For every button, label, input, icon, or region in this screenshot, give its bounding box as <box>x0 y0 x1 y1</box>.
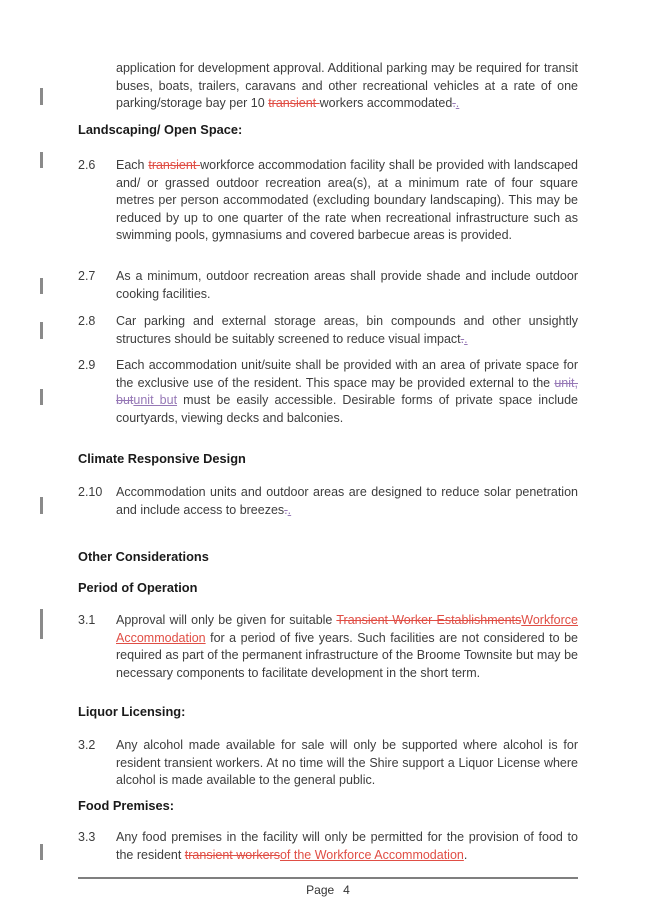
tracked-insertion: . <box>455 96 460 110</box>
tracked-deletion: unit, but <box>116 375 578 407</box>
tracked-insertion: . <box>287 502 292 517</box>
item-number: 3.3 <box>78 830 96 844</box>
item-number: 3.1 <box>78 613 96 627</box>
heading-food-premises: Food Premises: <box>78 798 175 813</box>
tracked-deletion: transient workers <box>184 847 280 862</box>
item-number: 2.6 <box>78 158 96 172</box>
text-run: . <box>463 847 468 862</box>
text-run: Each <box>116 158 149 172</box>
change-bar <box>40 844 43 860</box>
change-bar <box>40 609 43 639</box>
tracked-deletion: Transient Worker Establishments <box>336 613 522 627</box>
text-run: Any alcohol made available for sale will only be supported where alcohol is for resident transient workers. At no time will the Shire support a Liquor License where alcohol is made available to the general public. <box>116 738 578 787</box>
page-label: Page <box>306 883 335 897</box>
footer-rule <box>78 877 578 879</box>
item-number: 2.10 <box>78 485 103 499</box>
tracked-deletion: . <box>460 331 465 346</box>
tracked-deletion: transient <box>148 158 201 172</box>
page-footer <box>78 882 578 900</box>
tracked-insertion: . <box>464 331 468 346</box>
numbered-item-3-2 <box>78 737 578 790</box>
text-run: Accommodation units and outdoor areas are designed to reduce solar penetration and include access to breezes <box>116 485 578 517</box>
tracked-insertion: Workforce Accommodation <box>116 613 578 645</box>
heading-other-considerations: Other Considerations <box>78 549 209 564</box>
page-number: 4 <box>343 883 350 897</box>
text-run: Each accommodation unit/suite shall be provided with an area of private space for the exclusive use of the resident. This space may be provided external to the <box>116 358 578 390</box>
text-run: Car parking and external storage areas, bin compounds and other unsightly structures should be suitably screened to reduce visual impact <box>116 314 578 346</box>
tracked-deletion: . <box>452 96 456 110</box>
heading-climate-responsive-design: Climate Responsive Design <box>78 451 246 466</box>
change-bar <box>40 278 43 294</box>
numbered-item-3-1 <box>78 612 578 682</box>
heading-landscaping-open-space: Landscaping/ Open Space: <box>78 122 243 137</box>
item-number: 2.7 <box>78 269 96 283</box>
text-run: for a period of five years. Such facilities are not considered to be required as part of the permanent infrastructure of the Broome Townsite but may be necessary components to facilitate development in the short term. <box>116 630 578 680</box>
numbered-item-2-7 <box>78 268 578 303</box>
heading-liquor-licensing: Liquor Licensing: <box>78 704 186 719</box>
numbered-item-2-8 <box>78 313 578 348</box>
change-bar <box>40 152 43 168</box>
change-bar <box>40 322 43 339</box>
numbered-item-2-6 <box>78 157 578 245</box>
change-bar <box>40 389 43 405</box>
item-number: 3.2 <box>78 738 96 752</box>
change-bar <box>40 497 43 514</box>
tracked-deletion: transient <box>268 96 320 110</box>
text-run: Approval will only be given for suitable <box>116 613 337 627</box>
numbered-item-2-9 <box>78 357 578 427</box>
change-bar <box>40 88 43 105</box>
paragraph-parking <box>116 60 578 113</box>
text-run: workers accommodated <box>319 96 453 110</box>
tracked-deletion: . <box>284 502 288 517</box>
tracked-insertion: of the Workforce Accommodation <box>279 847 464 862</box>
heading-period-of-operation: Period of Operation <box>78 580 198 595</box>
numbered-item-2-10 <box>78 484 578 519</box>
text-run: Any food premises in the facility will only be permitted for the provision of food to the resident <box>116 830 578 862</box>
text-run: application for development approval. Additional parking may be required for transit buses, boats, trailers, caravans and other recreational vehicles at a rate of one parking/storage bay per 10 <box>116 61 578 110</box>
item-number: 2.8 <box>78 314 96 328</box>
text-run: workforce accommodation facility shall be provided with landscaped and/ or grassed outdoor recreation area(s), at a minimum rate of four square metres per person accommodated (excluding boundary landscaping). This may be reduced by up to one quarter of the rate when recreational infrastructure such as swimming pools, gymnasiums and covered barbecue areas is provided. <box>116 158 578 242</box>
tracked-insertion: unit but <box>133 393 178 407</box>
item-number: 2.9 <box>78 358 96 372</box>
text-run: must be easily accessible. Desirable forms of private space include courtyards, viewing decks and balconies. <box>116 393 578 425</box>
numbered-item-3-3 <box>78 829 578 864</box>
text-run: As a minimum, outdoor recreation areas shall provide shade and include outdoor cooking facilities. <box>116 269 578 301</box>
